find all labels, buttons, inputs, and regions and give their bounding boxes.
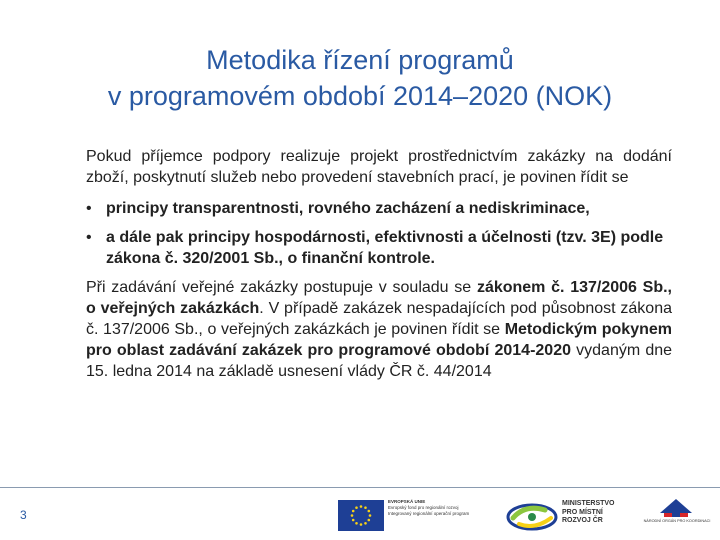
law-reference: zákonem č. 137/2006 Sb., o veřejných zakázkách [86, 279, 673, 317]
ministry-logo-text [562, 500, 634, 526]
ministry-line1: MINISTERSTVO [562, 500, 615, 507]
irop-logo-icon [505, 500, 559, 532]
bullet-icon: • [86, 200, 92, 217]
eu-logo-line2: Evropský fond pro regionální rozvoj [388, 505, 459, 510]
intro-paragraph: Pokud příjemce podpory realizuje projekt prostřednictvím zakázky na dodání zboží, poskytnutí služeb nebo provedení stavebních prací, je povinen řídit se [86, 148, 672, 186]
procurement-paragraph [86, 277, 672, 382]
slide-title [0, 42, 720, 114]
ministry-line2: PRO MÍSTNÍ [562, 508, 603, 516]
page-number: 3 [20, 508, 27, 522]
nok-logo-text: NÁRODNÍ ORGÁN PRO KOORDINACI [643, 519, 711, 523]
paragraph-text: vydaným dne 15. ledna 2014 na základě usnesení vlády ČR č. 44/2014 [86, 342, 673, 380]
slide-body [86, 146, 672, 382]
slide-title-line2: v programovém období 2014–2020 (NOK) [107, 81, 613, 111]
principles-list [86, 198, 672, 269]
eu-logo-head: EVROPSKÁ UNIE [388, 499, 426, 504]
eu-flag-icon [338, 500, 384, 531]
guideline-reference: Metodickým pokynem pro oblast zadávání zakázek pro programové období 2014-2020 [86, 321, 672, 359]
paragraph-text: Při zadávání veřejné zakázky postupuje v souladu se [86, 279, 477, 296]
eu-logo-text [388, 499, 494, 517]
eu-logo-line3: Integrovaný regionální operační program [388, 511, 470, 516]
nok-logo-icon [640, 497, 712, 535]
bullet-text: principy transparentnosti, rovného zacházení a nediskriminace, [106, 200, 590, 217]
bullet-text: a dále pak principy hospodárnosti, efektivnosti a účelnosti (tzv. 3E) podle zákona č. 320/2001 Sb., o finanční kontrole. [106, 229, 664, 267]
bullet-icon: • [86, 229, 92, 246]
slide-title-line1: Metodika řízení programů [206, 45, 514, 75]
paragraph-text: . V případě zakázek nespadajících pod působnost zákona č. 137/2006 Sb., o veřejných zakázkách je povinen řídit se [86, 300, 672, 338]
footer-divider [0, 487, 720, 488]
list-item [86, 227, 672, 269]
list-item [86, 198, 672, 219]
ministry-line3: ROZVOJ ČR [562, 517, 603, 524]
